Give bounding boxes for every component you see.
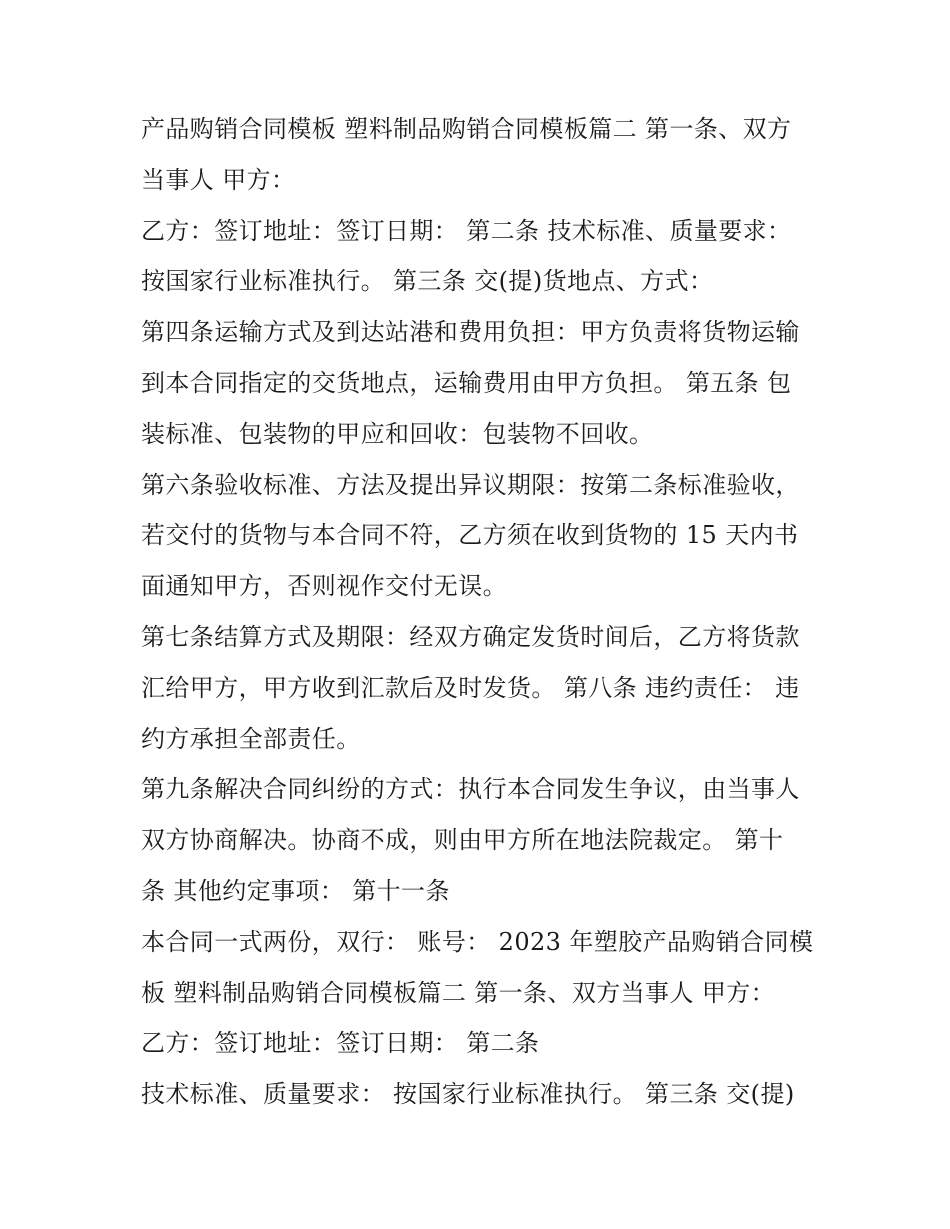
text-line: 当事人 甲方：	[141, 165, 296, 194]
text-line: 若交付的货物与本合同不符，乙方须在收到货物的 15 天内书	[141, 521, 799, 550]
text-line: 第四条运输方式及到达站港和费用负担：甲方负责将货物运输	[141, 318, 800, 347]
text-line: 乙方：签订地址：签订日期： 第二条 技术标准、质量要求：	[141, 216, 792, 245]
text-line: 按国家行业标准执行。 第三条 交(提)货地点、方式：	[141, 267, 714, 296]
text-line: 到本合同指定的交货地点，运输费用由甲方负担。 第五条 包	[141, 368, 792, 397]
text-line: 约方承担全部责任。	[141, 724, 361, 753]
text-line: 装标准、包装物的甲应和回收：包装物不回收。	[141, 419, 654, 448]
text-line: 乙方：签订地址：签订日期： 第二条	[141, 1029, 540, 1058]
text-line: 第六条验收标准、方法及提出异议期限：按第二条标准验收，	[141, 470, 800, 499]
text-line: 条 其他约定事项： 第十一条	[141, 876, 450, 905]
text-line: 板 塑料制品购销合同模板篇二 第一条、双方当事人 甲方：	[141, 978, 776, 1007]
text-line: 双方协商解决。协商不成，则由甲方所在地法院裁定。 第十	[141, 826, 784, 855]
text-line: 产品购销合同模板 塑料制品购销合同模板篇二 第一条、双方	[141, 115, 792, 143]
text-line: 技术标准、质量要求： 按国家行业标准执行。 第三条 交(提)	[141, 1080, 795, 1109]
text-line: 汇给甲方，甲方收到汇款后及时发货。 第八条 违约责任： 违	[141, 673, 800, 702]
document-body	[141, 104, 821, 1120]
text-line: 第九条解决合同纠纷的方式：执行本合同发生争议，由当事人	[141, 775, 800, 804]
text-line: 本合同一式两份，双行： 账号： 2023 年塑胶产品购销合同模	[141, 927, 814, 956]
text-line: 第七条结算方式及期限：经双方确定发货时间后，乙方将货款	[141, 622, 800, 651]
text-line: 面通知甲方，否则视作交付无误。	[141, 572, 507, 601]
